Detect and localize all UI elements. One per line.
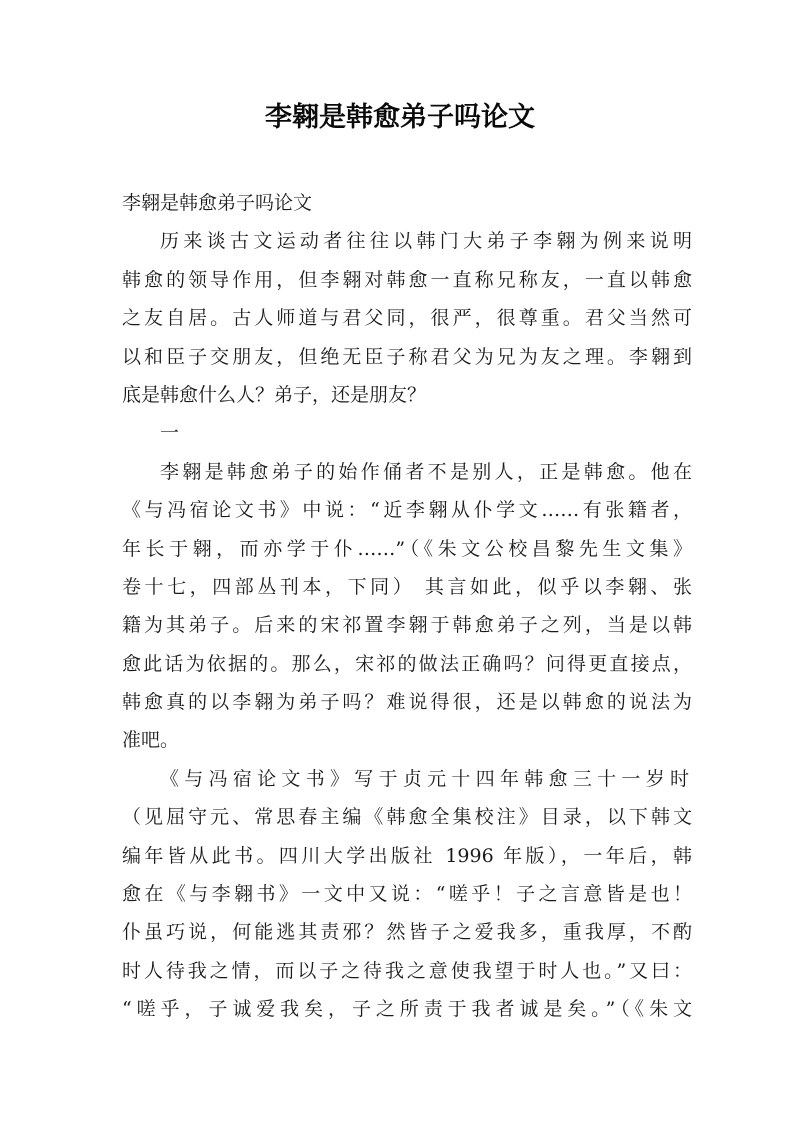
paragraph-line: 籍为其弟子。后来的宋祁置李翱于韩愈弟子之列，当是以韩: [122, 614, 692, 637]
paragraph-line: 愈在《与李翱书》一文中又说：“嗟乎！子之言意皆是也！: [122, 883, 692, 906]
paragraph-line: 愈此话为依据的。那么，宋祁的做法正确吗？问得更直接点，: [122, 652, 692, 675]
paragraph-line: 韩愈的领导作用，但李翱对韩愈一直称兄称友，一直以韩愈: [122, 268, 692, 291]
paragraph-line: 李翱是韩愈弟子的始作俑者不是别人，正是韩愈。他在: [160, 460, 692, 483]
document-subtitle: 李翱是韩愈弟子吗论文: [122, 192, 313, 214]
document-body: [122, 184, 692, 1029]
paragraph-line: 历来谈古文运动者往往以韩门大弟子李翱为例来说明: [160, 230, 692, 253]
section-heading: 一: [160, 422, 180, 445]
paragraph-line: 编年皆从此书。四川大学出版社 1996 年版），一年后，韩: [122, 844, 692, 867]
document-title: 李翱是韩愈弟子吗论文: [265, 102, 535, 133]
paragraph-line: （见屈守元、常思春主编《韩愈全集校注》目录，以下韩文: [122, 806, 692, 829]
paragraph-line: 年长于翱，而亦学于仆……”（《朱文公校昌黎先生文集》: [122, 537, 692, 560]
paragraph-line: 卷十七，四部丛刊本，下同） 其言如此，似乎以李翱、张: [122, 575, 692, 598]
paragraph-line: “嗟乎，子诚爱我矣，子之所责于我者诚是矣。”（《朱文: [122, 998, 692, 1021]
paragraph-line: 之友自居。古人师道与君父同，很严，很尊重。君父当然可: [122, 307, 692, 330]
paragraph-line: 仆虽巧说，何能逃其责邪？然皆子之爱我多，重我厚，不酌: [122, 921, 692, 944]
paragraph-line: 准吧。: [122, 729, 180, 752]
paragraph-line: 韩愈真的以李翱为弟子吗？难说得很，还是以韩愈的说法为: [122, 691, 692, 714]
paragraph-line: 《与冯宿论文书》中说：“近李翱从仆学文……有张籍者，: [122, 499, 692, 522]
paragraph-line: 《与冯宿论文书》写于贞元十四年韩愈三十一岁时: [160, 767, 692, 790]
paragraph-line: 以和臣子交朋友，但绝无臣子称君父为兄为友之理。李翱到: [122, 345, 692, 368]
paragraph-line: 底是韩愈什么人？弟子，还是朋友？: [122, 383, 427, 406]
paragraph-line: 时人待我之情，而以子之待我之意使我望于时人也。”又曰：: [122, 959, 692, 982]
